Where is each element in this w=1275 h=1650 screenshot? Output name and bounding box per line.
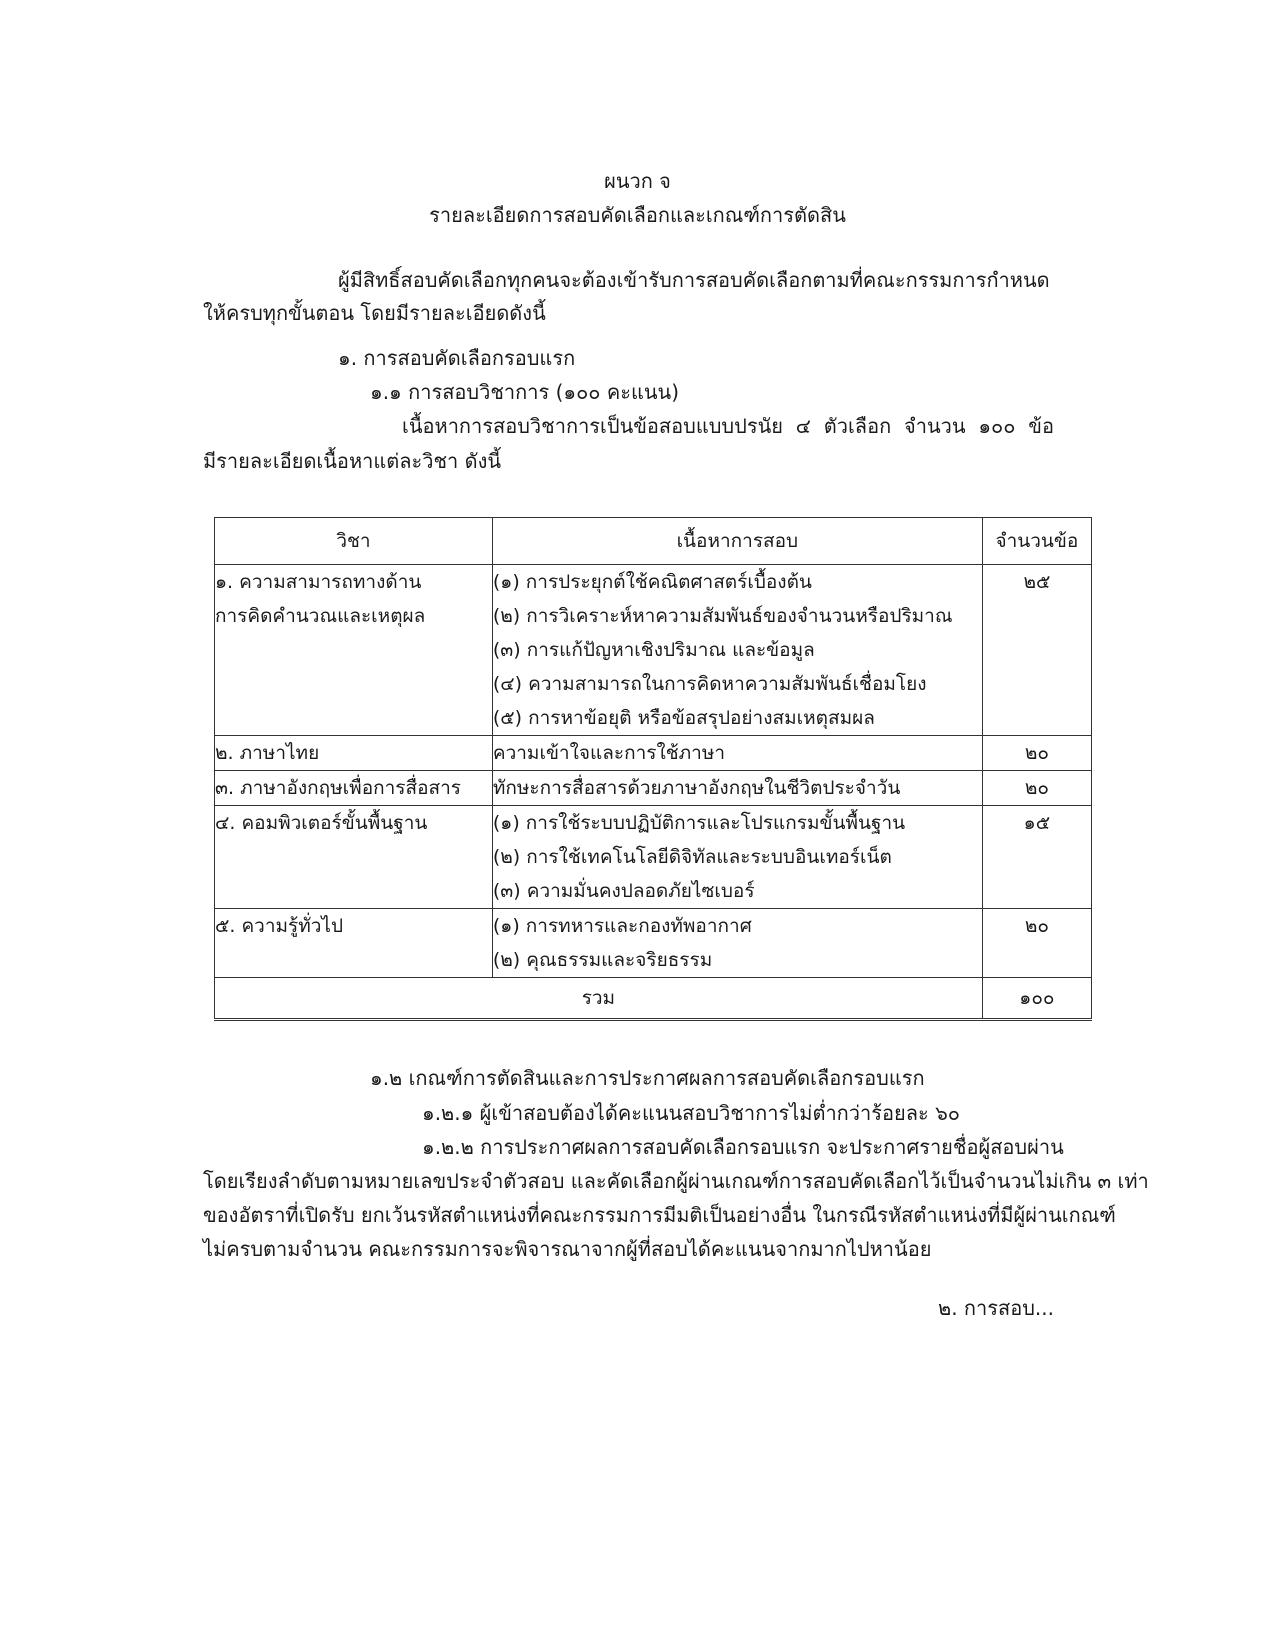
content-cell	[492, 771, 982, 806]
section-1-2-heading: ๑.๒ เกณฑ์การตัดสินและการประกาศผลการสอบคัดเลือกรอบแรก	[370, 1066, 925, 1090]
table-header-row	[215, 518, 1092, 565]
subject-cell	[215, 771, 493, 806]
subject-line: ๒. ภาษาไทย	[215, 742, 320, 764]
table-row	[215, 909, 1092, 978]
section-1-1-line-2: มีรายละเอียดเนื้อหาแต่ละวิชา ดังนี้	[203, 449, 502, 473]
document-title: รายละเอียดการสอบคัดเลือกและเกณฑ์การตัดสิน	[429, 203, 846, 227]
subject-cell	[215, 565, 493, 736]
count-cell: ๑๕	[982, 806, 1091, 909]
content-cell	[492, 565, 982, 736]
table-row	[215, 806, 1092, 909]
content-item: ความเข้าใจและการใช้ภาษา	[492, 742, 726, 764]
criteria-item-2-line-1: ๑.๒.๒ การประกาศผลการสอบคัดเลือกรอบแรก จะประกาศรายชื่อผู้สอบผ่าน	[422, 1135, 1064, 1159]
content-item: ทักษะการสื่อสารด้วยภาษาอังกฤษในชีวิตประจำวัน	[492, 777, 901, 799]
content-item: (๒) การใช้เทคโนโลยีดิจิทัลและระบบอินเทอร์เน็ต	[492, 846, 892, 868]
page-continuation: ๒. การสอบ...	[938, 1296, 1054, 1320]
subject-cell	[215, 736, 493, 771]
criteria-item-1: ๑.๒.๑ ผู้เข้าสอบต้องได้คะแนนสอบวิชาการไม่ต่ำกว่าร้อยละ ๖๐	[422, 1101, 960, 1125]
content-item: (๕) การหาข้อยุติ หรือข้อสรุปอย่างสมเหตุสมผล	[492, 707, 875, 729]
content-cell	[492, 806, 982, 909]
section-1-1-heading: ๑.๑ การสอบวิชาการ (๑๐๐ คะแนน)	[370, 380, 680, 404]
table-row	[215, 771, 1092, 806]
subject-line: ๓. ภาษาอังกฤษเพื่อการสื่อสาร	[215, 777, 461, 799]
section-1-heading: ๑. การสอบคัดเลือกรอบแรก	[338, 346, 576, 370]
subject-line: การคิดคำนวณและเหตุผล	[215, 605, 426, 627]
table-total-row	[215, 978, 1092, 1020]
appendix-label: ผนวก จ	[604, 169, 671, 193]
table-row	[215, 736, 1092, 771]
header-count: จำนวนข้อ	[982, 518, 1091, 565]
content-item: (๒) การวิเคราะห์หาความสัมพันธ์ของจำนวนหรือปริมาณ	[492, 605, 953, 627]
subject-cell	[215, 806, 493, 909]
content-item: (๓) ความมั่นคงปลอดภัยไซเบอร์	[492, 880, 755, 902]
total-count: ๑๐๐	[982, 978, 1091, 1020]
subject-line: ๔. คอมพิวเตอร์ขั้นพื้นฐาน	[215, 812, 428, 834]
content-cell	[492, 909, 982, 978]
content-item: (๑) การใช้ระบบปฏิบัติการและโปรแกรมขั้นพื้นฐาน	[492, 812, 906, 834]
count-cell: ๒๕	[982, 565, 1091, 736]
content-item: (๓) การแก้ปัญหาเชิงปริมาณ และข้อมูล	[492, 639, 815, 661]
header-content: เนื้อหาการสอบ	[492, 518, 982, 565]
subject-cell	[215, 909, 493, 978]
criteria-item-2-line-2: โดยเรียงลำดับตามหมายเลขประจำตัวสอบ และคัดเลือกผู้ผ่านเกณฑ์การสอบคัดเลือกไว้เป็นจำนวนไม่เกิน ๓ เท่า	[203, 1169, 1149, 1193]
content-item: (๔) ความสามารถในการคิดหาความสัมพันธ์เชื่อมโยง	[492, 673, 927, 695]
total-label: รวม	[215, 978, 983, 1020]
subject-line: ๕. ความรู้ทั่วไป	[215, 915, 344, 937]
intro-line-2: ให้ครบทุกขั้นตอน โดยมีรายละเอียดดังนี้	[203, 301, 546, 325]
count-cell: ๒๐	[982, 771, 1091, 806]
count-cell: ๒๐	[982, 909, 1091, 978]
content-item: (๑) การประยุกต์ใช้คณิตศาสตร์เบื้องต้น	[492, 571, 812, 593]
intro-line-1: ผู้มีสิทธิ์สอบคัดเลือกทุกคนจะต้องเข้ารับการสอบคัดเลือกตามที่คณะกรรมการกำหนด	[338, 268, 1050, 292]
count-cell: ๒๐	[982, 736, 1091, 771]
exam-subjects-table	[214, 517, 1092, 1021]
section-1-1-line-1: เนื้อหาการสอบวิชาการเป็นข้อสอบแบบปรนัย ๔ ตัวเลือก จำนวน ๑๐๐ ข้อ	[402, 414, 1054, 438]
content-item: (๑) การทหารและกองทัพอากาศ	[492, 915, 752, 937]
criteria-item-2-line-4: ไม่ครบตามจำนวน คณะกรรมการจะพิจารณาจากผู้ที่สอบได้คะแนนจากมากไปหาน้อย	[203, 1237, 932, 1261]
table-row	[215, 565, 1092, 736]
content-cell	[492, 736, 982, 771]
criteria-item-2-line-3: ของอัตราที่เปิดรับ ยกเว้นรหัสตำแหน่งที่คณะกรรมการมีมติเป็นอย่างอื่น ในกรณีรหัสตำแหน่งที่มีผู้ผ่านเกณฑ์	[203, 1203, 1116, 1227]
subject-line: ๑. ความสามารถทางด้าน	[215, 571, 422, 593]
content-item: (๒) คุณธรรมและจริยธรรม	[492, 949, 713, 971]
header-subject: วิชา	[215, 518, 493, 565]
